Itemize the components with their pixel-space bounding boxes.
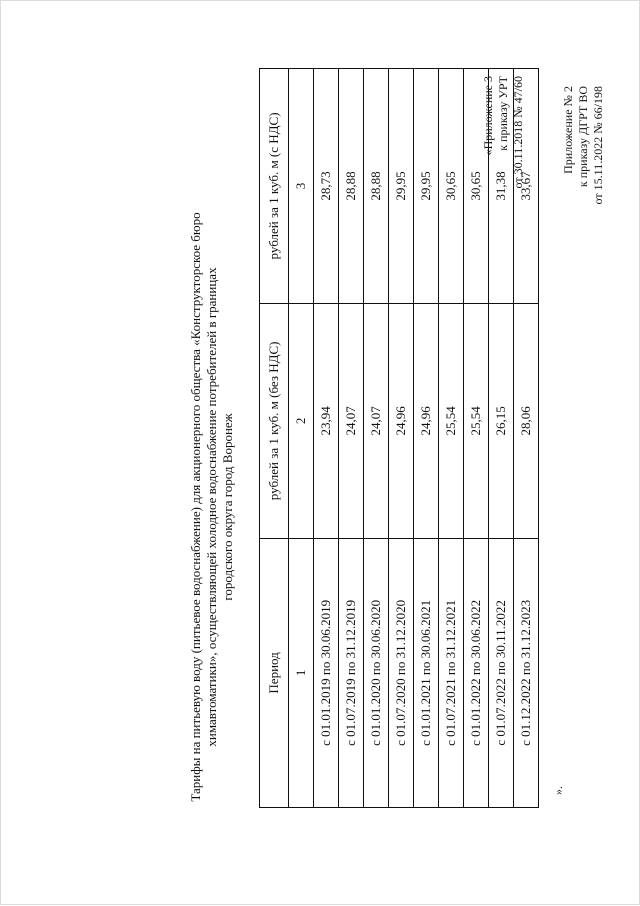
price-gross-cell: 31,38 — [489, 69, 514, 304]
price-net-cell: 25,54 — [439, 303, 464, 538]
price-gross-cell: 30,65 — [439, 69, 464, 304]
column-number: 3 — [289, 69, 314, 304]
document-title — [188, 212, 236, 802]
appendix-stamp-current — [561, 86, 606, 206]
column-number-row — [289, 69, 314, 808]
column-number: 1 — [289, 538, 314, 807]
price-gross-cell: 30,65 — [464, 69, 489, 304]
table-row — [339, 69, 364, 808]
price-gross-cell: 33,67 — [514, 69, 539, 304]
period-cell: с 01.01.2021 по 30.06.2021 — [414, 538, 439, 807]
price-gross-cell: 29,95 — [414, 69, 439, 304]
appendix-stamp-line: Приложение № 2 — [561, 86, 575, 174]
title-line: городского округа город Воронеж — [220, 413, 235, 601]
price-net-cell: 25,54 — [464, 303, 489, 538]
period-cell: с 01.07.2019 по 31.12.2019 — [339, 538, 364, 807]
header-period: Период — [260, 538, 289, 807]
table-header-row — [260, 69, 289, 808]
header-price-net: рублей за 1 куб. м (без НДС) — [260, 303, 289, 538]
period-cell: с 01.07.2021 по 31.12.2021 — [439, 538, 464, 807]
price-net-cell: 28,06 — [514, 303, 539, 538]
tariff-table — [259, 68, 539, 808]
title-line: химавтоматики», осуществляющей холодное водоснабжение потребителей в границах — [204, 267, 219, 747]
table-row — [314, 69, 339, 808]
header-price-gross: рублей за 1 куб. м (с НДС) — [260, 69, 289, 304]
price-net-cell: 24,07 — [339, 303, 364, 538]
table-row — [514, 69, 539, 808]
price-net-cell: 26,15 — [489, 303, 514, 538]
appendix-stamp-line: к приказу УРТ — [496, 76, 510, 151]
period-cell: с 01.01.2019 по 30.06.2019 — [314, 538, 339, 807]
title-line: Тарифы на питьевую воду (питьевое водоснабжение) для акционерного общества «Конструкторское бюро — [188, 212, 203, 802]
appendix-stamp-line: от 30.11.2018 № 47/60 — [511, 76, 525, 189]
price-gross-cell: 29,95 — [389, 69, 414, 304]
price-gross-cell: 28,73 — [314, 69, 339, 304]
price-gross-cell: 28,88 — [364, 69, 389, 304]
period-cell: с 01.07.2022 по 30.11.2022 — [489, 538, 514, 807]
price-net-cell: 24,96 — [414, 303, 439, 538]
column-number: 2 — [289, 303, 314, 538]
period-cell: с 01.07.2020 по 31.12.2020 — [389, 538, 414, 807]
table-row — [464, 69, 489, 808]
table-row — [364, 69, 389, 808]
table-row — [389, 69, 414, 808]
price-gross-cell: 28,88 — [339, 69, 364, 304]
table-row — [439, 69, 464, 808]
appendix-stamp-line: от 15.11.2022 № 66/198 — [591, 86, 605, 205]
table-row — [414, 69, 439, 808]
period-cell: с 01.01.2020 по 30.06.2020 — [364, 538, 389, 807]
period-cell: с 01.12.2022 по 31.12.2023 — [514, 538, 539, 807]
appendix-stamp-line: «Приложение 3 — [481, 76, 495, 156]
closing-quote-mark: ». — [551, 786, 565, 795]
table-row — [489, 69, 514, 808]
rotated-content — [1, 1, 640, 906]
appendix-stamp-line: к приказу ДГРТ ВО — [576, 86, 590, 188]
period-cell: с 01.01.2022 по 30.06.2022 — [464, 538, 489, 807]
price-net-cell: 23,94 — [314, 303, 339, 538]
price-net-cell: 24,96 — [389, 303, 414, 538]
price-net-cell: 24,07 — [364, 303, 389, 538]
